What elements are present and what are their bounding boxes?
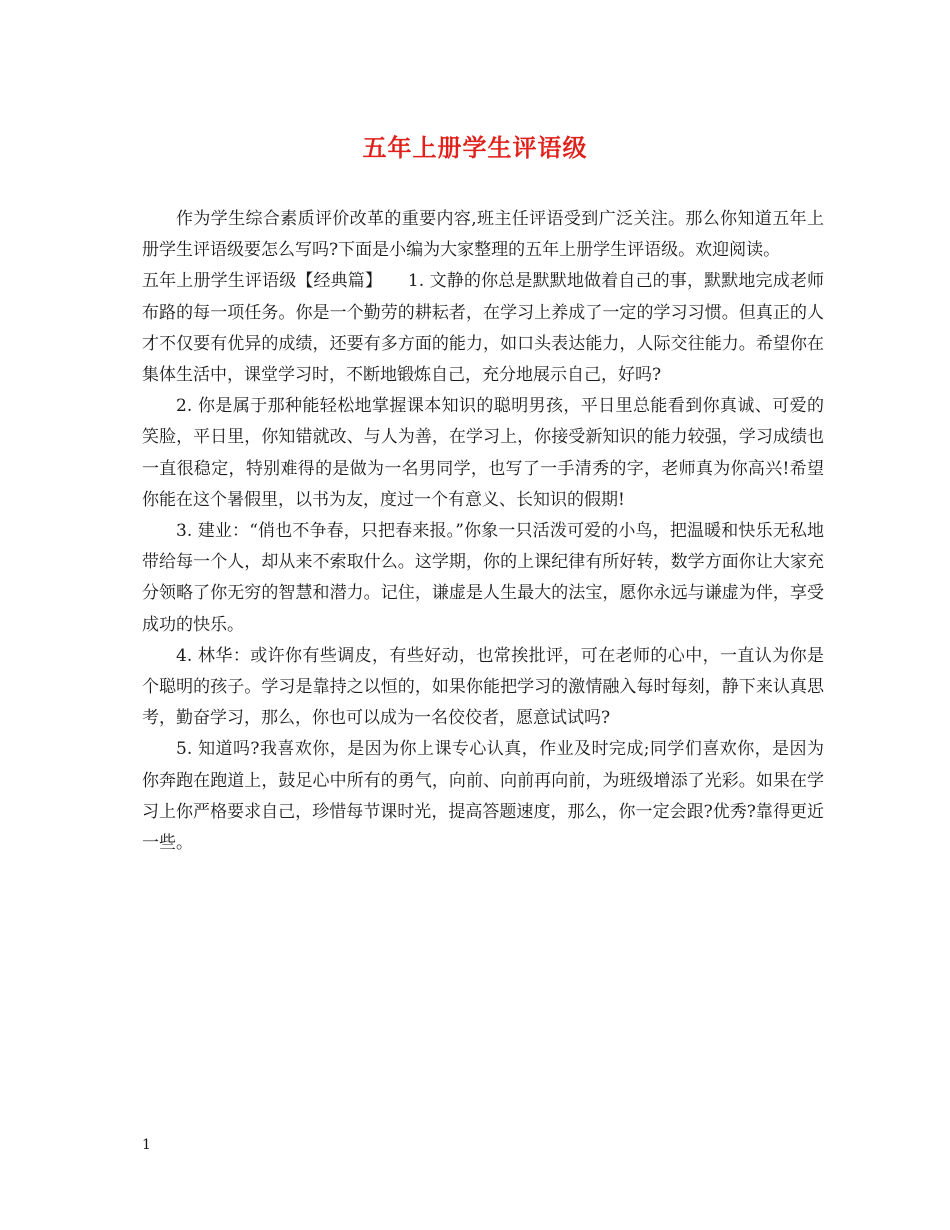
comment-paragraph-2: 2. 你是属于那种能轻松地掌握课本知识的聪明男孩，平日里总能看到你真诚、可爱的笑脸，平日里，你知错就改、与人为善，在学习上，你接受新知识的能力较强，学习成绩也一直很稳定，特别难得的是做为一名男同学，也写了一手清秀的字，老师真为你高兴!希望你能在这个暑假里，以书为友，度过一个有意义、长知识的假期! bbox=[142, 396, 824, 510]
document-body bbox=[142, 204, 824, 859]
document-title: 五年上册学生评语级 bbox=[362, 133, 588, 162]
intro-paragraph: 作为学生综合素质评价改革的重要内容,班主任评语受到广泛关注。那么你知道五年上册学生评语级要怎么写吗?下面是小编为大家整理的五年上册学生评语级。欢迎阅读。 bbox=[142, 209, 824, 261]
comment-paragraph-5: 5. 知道吗?我喜欢你，是因为你上课专心认真，作业及时完成;同学们喜欢你，是因为你奔跑在跑道上，鼓足心中所有的勇气，向前、向前再向前，为班级增添了光彩。如果在学习上你严格要求自己，珍惜每节课时光，提高答题速度，那么，你一定会跟?优秀?靠得更近一些。 bbox=[142, 739, 824, 854]
comment-paragraph-4: 4. 林华：或许你有些调皮，有些好动，也常挨批评，可在老师的心中，一直认为你是个聪明的孩子。学习是靠持之以恒的，如果你能把学习的激情融入每时每刻，静下来认真思考，勤奋学习，那么，你也可以成为一名佼佼者，愿意试试吗? bbox=[142, 645, 824, 729]
comment-paragraph-3: 3. 建业：“俏也不争春，只把春来报。”你象一只活泼可爱的小鸟，把温暖和快乐无私地带给每一个人，却从来不索取什么。这学期，你的上课纪律有所好转，数学方面你让大家充分领略了你无穷的智慧和潜力。记住，谦虚是人生最大的法宝，愿你永远与谦虚为伴，享受成功的快乐。 bbox=[142, 521, 824, 635]
comment-paragraph-1: 五年上册学生评语级【经典篇】 1. 文静的你总是默默地做着自己的事，默默地完成老师布路的每一项任务。你是一个勤劳的耕耘者，在学习上养成了一定的学习习惯。但真正的人才不仅要有优异的成绩，还要有多方面的能力，如口头表达能力，人际交往能力。希望你在集体生活中，课堂学习时，不断地锻炼自己，充分地展示自己，好吗? bbox=[142, 271, 824, 386]
page-number: 1 bbox=[142, 1137, 151, 1153]
